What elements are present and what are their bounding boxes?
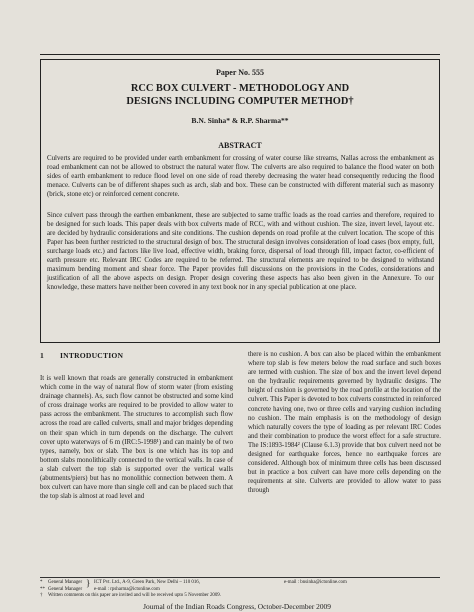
section-title: INTRODUCTION <box>60 351 124 360</box>
paper-title <box>41 83 439 108</box>
footnote-mark: * <box>40 580 43 585</box>
title-abstract-box <box>40 59 440 343</box>
section-heading-introduction <box>40 351 123 360</box>
footnote-text: Written comments on this paper are invited and will be received upto 5 November 2009. <box>48 593 221 599</box>
footnote-rule <box>40 577 440 578</box>
footnote-row <box>40 587 440 594</box>
brace-spacer <box>86 587 94 594</box>
footnote-role: General Manager <box>48 586 83 592</box>
footnotes <box>40 580 440 600</box>
authors: B.N. Sinha* & R.P. Sharma** <box>191 116 289 125</box>
abstract-paragraph-1: Culverts are required to be provided under earth embankment for crossing of water course like streams, Nallas across the embankment as road embankment can not be allowed to obstruct the natural water flow. The culverts are also required to balance the flood water on both sides of earth embankment to reduce flood level on one side of road thereby decreasing the water head consequently reducing the flood menace. Culverts can be of different shapes such as arch, slab and box. These can be constructed with different material such as masonry (brick, stone etc) or reinforced cement concrete. <box>47 155 434 199</box>
intro-right-column: there is no cushion. A box can also be placed within the embankment where top slab is few meters below the road surface and such boxes are termed with cushion. The size of box and the invert level depend on the hydraulic requirements governed by hydraulic designs. The height of cushion is governed by the road profile at the location of the culvert. This Paper is devoted to box culverts constructed in reinforced concrete having one, two or three cells and varying cushion including no cushion. The main emphasis is on the methodology of design which naturally covers the type of loading as per relevant IRC Codes and their combination to produce the worst effect for a safe structure. The IS:1893-1984² (Clause 6.1.3) provide that box culvert need not be designed for earthquake forces, hence no earthquake forces are considered. Although box of minimum three cells has been discussed but in practice a box culvert can have more cells depending on the requirements at site. Culverts are provided to allow water to pass through <box>248 351 441 495</box>
title-line-2: DESIGNS INCLUDING COMPUTER METHOD† <box>126 95 354 107</box>
brace-icon: } <box>86 578 91 588</box>
footnote-email: e-mail : bnsinha@ictonline.com <box>284 580 347 585</box>
footnote-mark: ** <box>40 586 45 592</box>
abstract-heading: ABSTRACT <box>218 141 262 150</box>
footnote-email: e-mail : rpsharma@ictonline.com <box>94 586 160 592</box>
top-rule <box>40 54 440 55</box>
section-number: 1 <box>40 351 44 360</box>
title-line-1: RCC BOX CULVERT - METHODOLOGY AND <box>130 83 350 94</box>
footnote-address: ICT Pvt. Ltd., A-9, Green Park, New Delhi – 110 016, <box>94 580 200 585</box>
paper-number: Paper No. 555 <box>215 68 265 77</box>
footnote-row <box>40 593 440 600</box>
footnote-row <box>40 580 440 587</box>
journal-footer: Journal of the Indian Roads Congress, October-December 2009 <box>143 602 331 611</box>
intro-left-column: It is well known that roads are generally constructed in embankment which come in the way of natural flow of storm water (from existing drainage channels). As, such flow cannot be obstructed and some kind of cross drainage works are required to be provided to allow water to pass across the embankment. The structures to accomplish such flow across the road are called culverts, small and major bridges depending on their span which in turn depends on the discharge. The culvert cover upto waterways of 6 m (IRC:5-1998¹) and can mainly be of two types, namely, box or slab. The box is one which has its top and bottom slabs monolithically connected to the vertical walls. In case of a slab culvert the top slab is supported over the vertical walls (abutments/piers) but has no monolithic connection between them. A box culvert can have more than single cell and can be placed such that the top slab is almost at road level and <box>40 375 233 501</box>
footnote-mark: † <box>40 593 43 599</box>
footnote-role: General Manager <box>48 580 83 585</box>
abstract-paragraph-2: Since culvert pass through the earthen embankment, these are subjected to same traffic loads as the road carries and therefore, required to be designed for such loads. This paper deals with box culverts made of RCC, with and without cushion. The size, invert level, layout etc. are decided by hydraulic considerations and site conditions. The cushion depends on road profile at the culvert location. The scope of this Paper has been further restricted to the structural design of box. The structural design involves consideration of load cases (box empty, full, surcharge loads etc.) and factors like live load, effective width, braking force, dispersal of load through fill, impact factor, co-efficient of earth pressure etc. Relevant IRC Codes are required to be referred. The structural elements are required to be designed to withstand maximum bending moment and shear force. The Paper provides full discussions on the provisions in the Codes, considerations and justification of all the above aspects on design. Proper design covering these aspects has also been given in the Annexure. To our knowledge, these matters have neither been covered in any text book nor in any special publication at one place. <box>47 212 434 292</box>
